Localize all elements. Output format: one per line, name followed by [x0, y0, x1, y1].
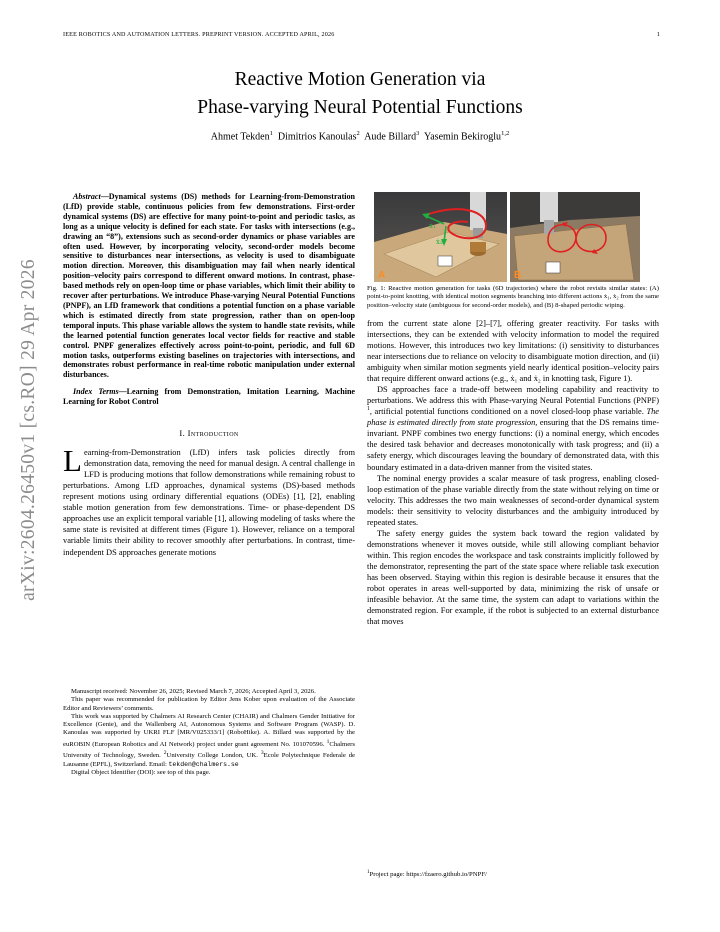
body-paragraph: The nominal energy provides a scalar measure of task progress, enabling closed-loop estimation of the phase variable directly from the state without relying on time or velocity. This addresses the two main weaknesses of second-order dynamical system models: their sensitivity to velocity disturbances and the ambiguity introduced by repeated states. [367, 473, 659, 527]
index-terms-label: Index Terms [73, 387, 119, 397]
arxiv-watermark [14, 170, 44, 690]
author: Aude Billard [364, 131, 417, 143]
left-column [63, 192, 355, 558]
drop-cap: L [63, 443, 82, 479]
project-url[interactable]: Project page: https://fzaero.github.io/PNPF/ [369, 871, 487, 879]
figure-panel-a [374, 192, 507, 282]
intro-paragraph [63, 443, 355, 557]
email-link[interactable]: tekden@chalmers.se [168, 760, 239, 768]
figure-1 [367, 192, 659, 282]
title-line-1: Reactive Motion Generation via [234, 69, 486, 90]
figure-caption: Fig. 1: Reactive motion generation for tasks (6D trajectories) where the robot revisits similar states: (A) point-to-point knotting, with identical motion segments branching into different actions ẋ₁, ẋ₂ from the same position–velocity state (ambiguous for second-order models), and (B) 8-shaped periodic wiping. [367, 285, 659, 309]
footnote-number: 1 [367, 870, 370, 875]
footnotes [63, 688, 355, 777]
footnote-editor: This paper was recommended for publication by Editor Jens Kober upon evaluation of the Associate Editor and Reviewers’ comments. [63, 696, 355, 712]
title-line-2: Phase-varying Neural Potential Functions [197, 97, 523, 118]
journal-name: IEEE ROBOTICS AND AUTOMATION LETTERS. PREPRINT VERSION. ACCEPTED APRIL, 2026 [63, 32, 335, 38]
pnpf-intro: DS approaches face a trade-off between modeling capability and reactivity to perturbations. We address this with Phase-varying Neural Potential Functions (PNPF) [367, 385, 659, 406]
running-header [63, 32, 660, 38]
figure-panel-b [510, 192, 640, 282]
footnote-received: Manuscript received: November 26, 2025; Revised March 7, 2026; Accepted April 3, 2026. [71, 688, 316, 695]
affiliation-3: Ecole Polytechnique Federale de Lausanne (EPFL), Switzerland. Email: [63, 752, 356, 768]
author-affiliation: 2 [356, 130, 360, 137]
index-terms [63, 387, 355, 407]
pnpf-desc: , artificial potential functions conditioned on a novel closed-loop phase variable. [369, 407, 644, 417]
wiping-photo [510, 192, 640, 282]
panel-label-a: A [378, 270, 386, 281]
label-x2: ẋ₂ [436, 238, 443, 246]
author: Ahmet Tekden [210, 131, 270, 143]
abstract [63, 192, 355, 380]
panel-label-b: B [514, 270, 522, 281]
section-heading: I. Introduction [179, 428, 239, 439]
project-footnote [367, 869, 659, 880]
author-list [0, 130, 720, 142]
knotting-photo [374, 192, 507, 282]
arxiv-id: arXiv:2604.26450v1 [cs.RO] 29 Apr 2026 [18, 259, 40, 601]
index-terms-text: —Learning from Demonstration, Imitation Learning, Machine Learning for Robot Control [63, 387, 355, 407]
body-paragraph: The safety energy guides the system back toward the region validated by demonstrations whenever it moves outside, while still allowing compliant behavior within. This region encodes the workspace and task constraints implicitly followed by the demonstrator, representing the part of the state space where reliable task execution has been observed. Staying within this region is desirable because it ensures that the robot operates in areas well-supported by data, minimizing the risk of unsafe or infeasible behavior. At the same time, the system can adapt to variations within the demonstrated region. For example, if the robot is subjected to an external disturbance that moves [367, 528, 659, 627]
affiliation-1: Chalmers University of Technology, Sweden. [63, 741, 355, 760]
author: Yasemin Bekiroglu [424, 131, 502, 143]
author-affiliation: 1 [269, 130, 273, 137]
author-affiliation: 3 [416, 130, 420, 137]
intro-text: earning-from-Demonstration (LfD) infers task policies directly from demonstration data, removing the need for manual design. A central challenge in LFD is producing motions that follow demonstrations while remaining robust to perturbations. Among LfD approaches, dynamical systems (DS)-based methods represent motions using ordinary differential equations (ODEs) [1], [2], enabling stable motion generation from few demonstrations. Time- or phase-dependent DS approaches use an explicit temporal variable [1], allowing modeling of tasks where the same state is revisited at different times (Figure 1). However, reliance on a temporal variable limits their ability to recover smoothly after perturbations. In contrast, time-independent DS approaches generate motions [63, 448, 355, 557]
body-paragraph: from the current state alone [2]–[7], offering greater reactivity. For tasks with intersections, they can be extended with velocity information to model the required motions. However, this introduces two key limitations: (i) sensitivity to disturbances near intersections due to reliance on velocity to disambiguate motion direction, and (ii) ambiguity when similar motion segments yield nearly identical position–velocity pairs that require different onward actions (e.g., ẋ₁ and ẋ₂ in knotting task, Figure 1). [367, 318, 659, 384]
label-x1: ẋ₁ [429, 222, 436, 230]
paper-title [0, 66, 720, 122]
page-number: 1 [656, 32, 660, 38]
footnote-funding: This work was supported by Chalmers AI Research Center (CHAIR) and Chalmers Gender Initiative for Excellence (Genie), and the Wallenberg AI, Autonomous Systems and Software Program (WASP). D. Kanoulas was supported by UKRI FLF [MR/V025333/1] (RoboHike). A. Billard was supported by the euROBIN (European Robotics and AI Network) project under grant agreement No. 101070596. $^1$Chalmers University of Technology, Sweden. $^2$University College London, UK. $^3$Ecole Polytechnique Federale de Lausanne (EPFL), Switzerland. Email: tekden@chalmers.se [63, 712, 356, 768]
footnote-mark[interactable]: 1 [367, 406, 370, 413]
phase-emphasis: The phase is estimated directly from state progression [367, 407, 659, 428]
body-paragraph [367, 384, 659, 472]
footnote-doi: Digital Object Identifier (DOI): see top of this page. [71, 769, 211, 777]
right-column [367, 192, 659, 627]
pnpf-energy: , ensuring that the DS remains time-invariant. PNPF combines two energy functions: (i) a nominal energy, which encodes the desired task behavior and decreases monotonically with task progress; and (ii) a safety energy, which discourages leaving the boundary of demonstrated data, with this boundary estimated in a data-driven manner from the visited states. [367, 418, 659, 472]
author: Dimitrios Kanoulas [277, 131, 357, 143]
abstract-label: Abstract [73, 192, 101, 201]
abstract-text: —Dynamical systems (DS) methods for Learning-from-Demonstration (LfD) provide stable, continuous policies from few demonstrations. First-order dynamical systems (DS) are effective for many point-to-point and periodic tasks, as long as a unique velocity is defined for each state. For tasks with intersections (e.g., drawing an “8”), extensions such as second-order dynamics or phase variables are often used. However, by incorporating velocity, second-order models become sensitive to disturbances near intersections, as velocity is used to disambiguate motion direction. Moreover, this disambiguation may fail when nearly identical position–velocity pairs correspond to different onward motions. In contrast, phase-based methods rely on open-loop time or phase variables, which limit their ability to recover after perturbations. We introduce Phase-varying Neural Potential Functions (PNPF), an LfD framework that conditions a potential function on a phase variable which is estimated directly from state progression, rather than on open-loop temporal inputs. This phase variable allows the system to handle state revisits, while the learned potential function generates local vector fields for reactive and stable control. PNPF generalizes effectively across point-to-point, periodic, and full 6D motion tasks, outperforms existing baselines on trajectories with intersections, and demonstrates robust performance in real-time robotic manipulation under external disturbances. [63, 192, 355, 380]
author-affiliation: 1,2 [501, 130, 510, 137]
funding-text: This work was supported by Chalmers AI Research Center (CHAIR) and Chalmers Gender Initiative for Excellence (Genie), and the Wallenberg AI, Autonomous Systems and Software Program (WASP). D. Kanoulas was supported by UKRI FLF [MR/V025333/1] (RoboHike). A. Billard was supported by the euROBIN (European Robotics and AI Network) project under grant agreement No. 101070596. [63, 712, 355, 749]
affiliation-2: University College London, UK. [166, 752, 258, 760]
